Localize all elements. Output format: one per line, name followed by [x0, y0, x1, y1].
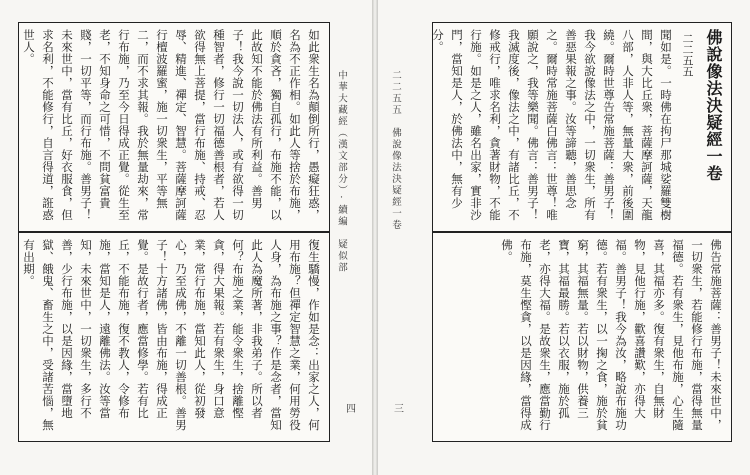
left-upper-text: 如此衆生名為顛倒所行，愚癡狂惑，名為不正作相。如此人等捨於布施，順於貪吝，獨自孤行，布施不能，以此故知不能於佛法有所利益。善男子！我今說一切法人，或有欲得一切種智者，修行一切福德善根者，若人欲得無上菩提，當行布施、持戒、忍辱、精進、禪定、智慧。菩薩摩訶薩行檀波羅蜜，施一切衆生，平等無二，而不求其報。我於無量劫來，常行布施，乃至今日得成正覺。從生至老，不知身命之可惜，不問貧富貴賤，一切平等，而行布施。善男子！未來世中，當有比丘，好衣服食，但求名利，不能修行，自言得道，誑惑世人。: [22, 29, 321, 221]
left-register-divider: [19, 231, 329, 233]
left-lower-register: [19, 237, 329, 437]
right-lower-register: [433, 237, 731, 437]
left-page-number: 四: [346, 404, 356, 415]
left-page: [0, 0, 372, 475]
right-text-frame: [432, 22, 732, 442]
right-register-divider: [433, 231, 731, 233]
sutra-number: 二二五五: [681, 33, 694, 77]
right-page-number: 三: [394, 404, 404, 415]
right-running-head: 二二五五 佛說像法決疑經一卷: [390, 70, 401, 231]
left-upper-register: [19, 27, 329, 227]
right-upper-text: 聞如是。一時佛在拘尸那城娑羅雙樹間，與大比丘衆，菩薩摩訶薩，天龍八部，人非人等，無量大衆，前後圍繞。爾時世尊告常施菩薩：善男子！我今欲說像法之中，一切衆生，所有善惡果報之事。汝等諦聽，善思念之。爾時常施菩薩白佛言：世尊！唯願說之，我等樂聞。佛言：善男子！我滅度後，像法之中，有諸比丘，不修戒行，唯求名利，貪著財物，不能行施。如是之人，雖名出家，實非沙門，當知是人，於佛法中，無有少分。: [431, 29, 673, 221]
sutra-title: 佛說像法決疑經一卷: [704, 29, 723, 182]
right-page: [378, 0, 750, 475]
left-lower-text: 復生驕慢，作如是念：出家之人，何用布施？但禪定智慧之業，何用勞役人身，為布施之事？作是念者，當知此人為魔所著，非我弟子。所以者何？布施之業，能令衆生，捨離慳貪，得大果報。若有衆生，身口意業，常行布施，當知此人，從初發心，乃至成佛，不離一切善根。善男子！十方諸佛，皆由布施，得成正覺。是故行者，應當修學。若有比丘，不能布施，復不教人，令修布施，當知是人，遠離佛法。汝等當知，未來世中，一切衆生，多行不善，少行布施，以是因緣，當墮地獄、餓鬼、畜生之中，受諸苦惱，無有出期。: [22, 239, 321, 431]
left-running-head: 中華大藏經（漢文部分）·續編 疑似部: [336, 70, 347, 274]
left-text-frame: [18, 22, 330, 442]
right-lower-text: 佛告常施菩薩：善男子！未來世中，一切衆生，若能修行布施，當得無量福德。若有衆生，見他布施，心生隨喜，其福亦多。復有衆生，自無財物，見他行施，歡喜讚歎，亦得大福。善男子！我今為汝，略說布施功德。若有衆生，以一掬之食，施於貧窮，其福無量。若以財物，供養三寶，其福最勝。若以衣服，施於孤老，亦得大福。是故衆生，應當勤行布施，莫生慳貪，以是因緣，當得成佛。: [500, 239, 723, 431]
right-upper-register: [433, 27, 731, 227]
